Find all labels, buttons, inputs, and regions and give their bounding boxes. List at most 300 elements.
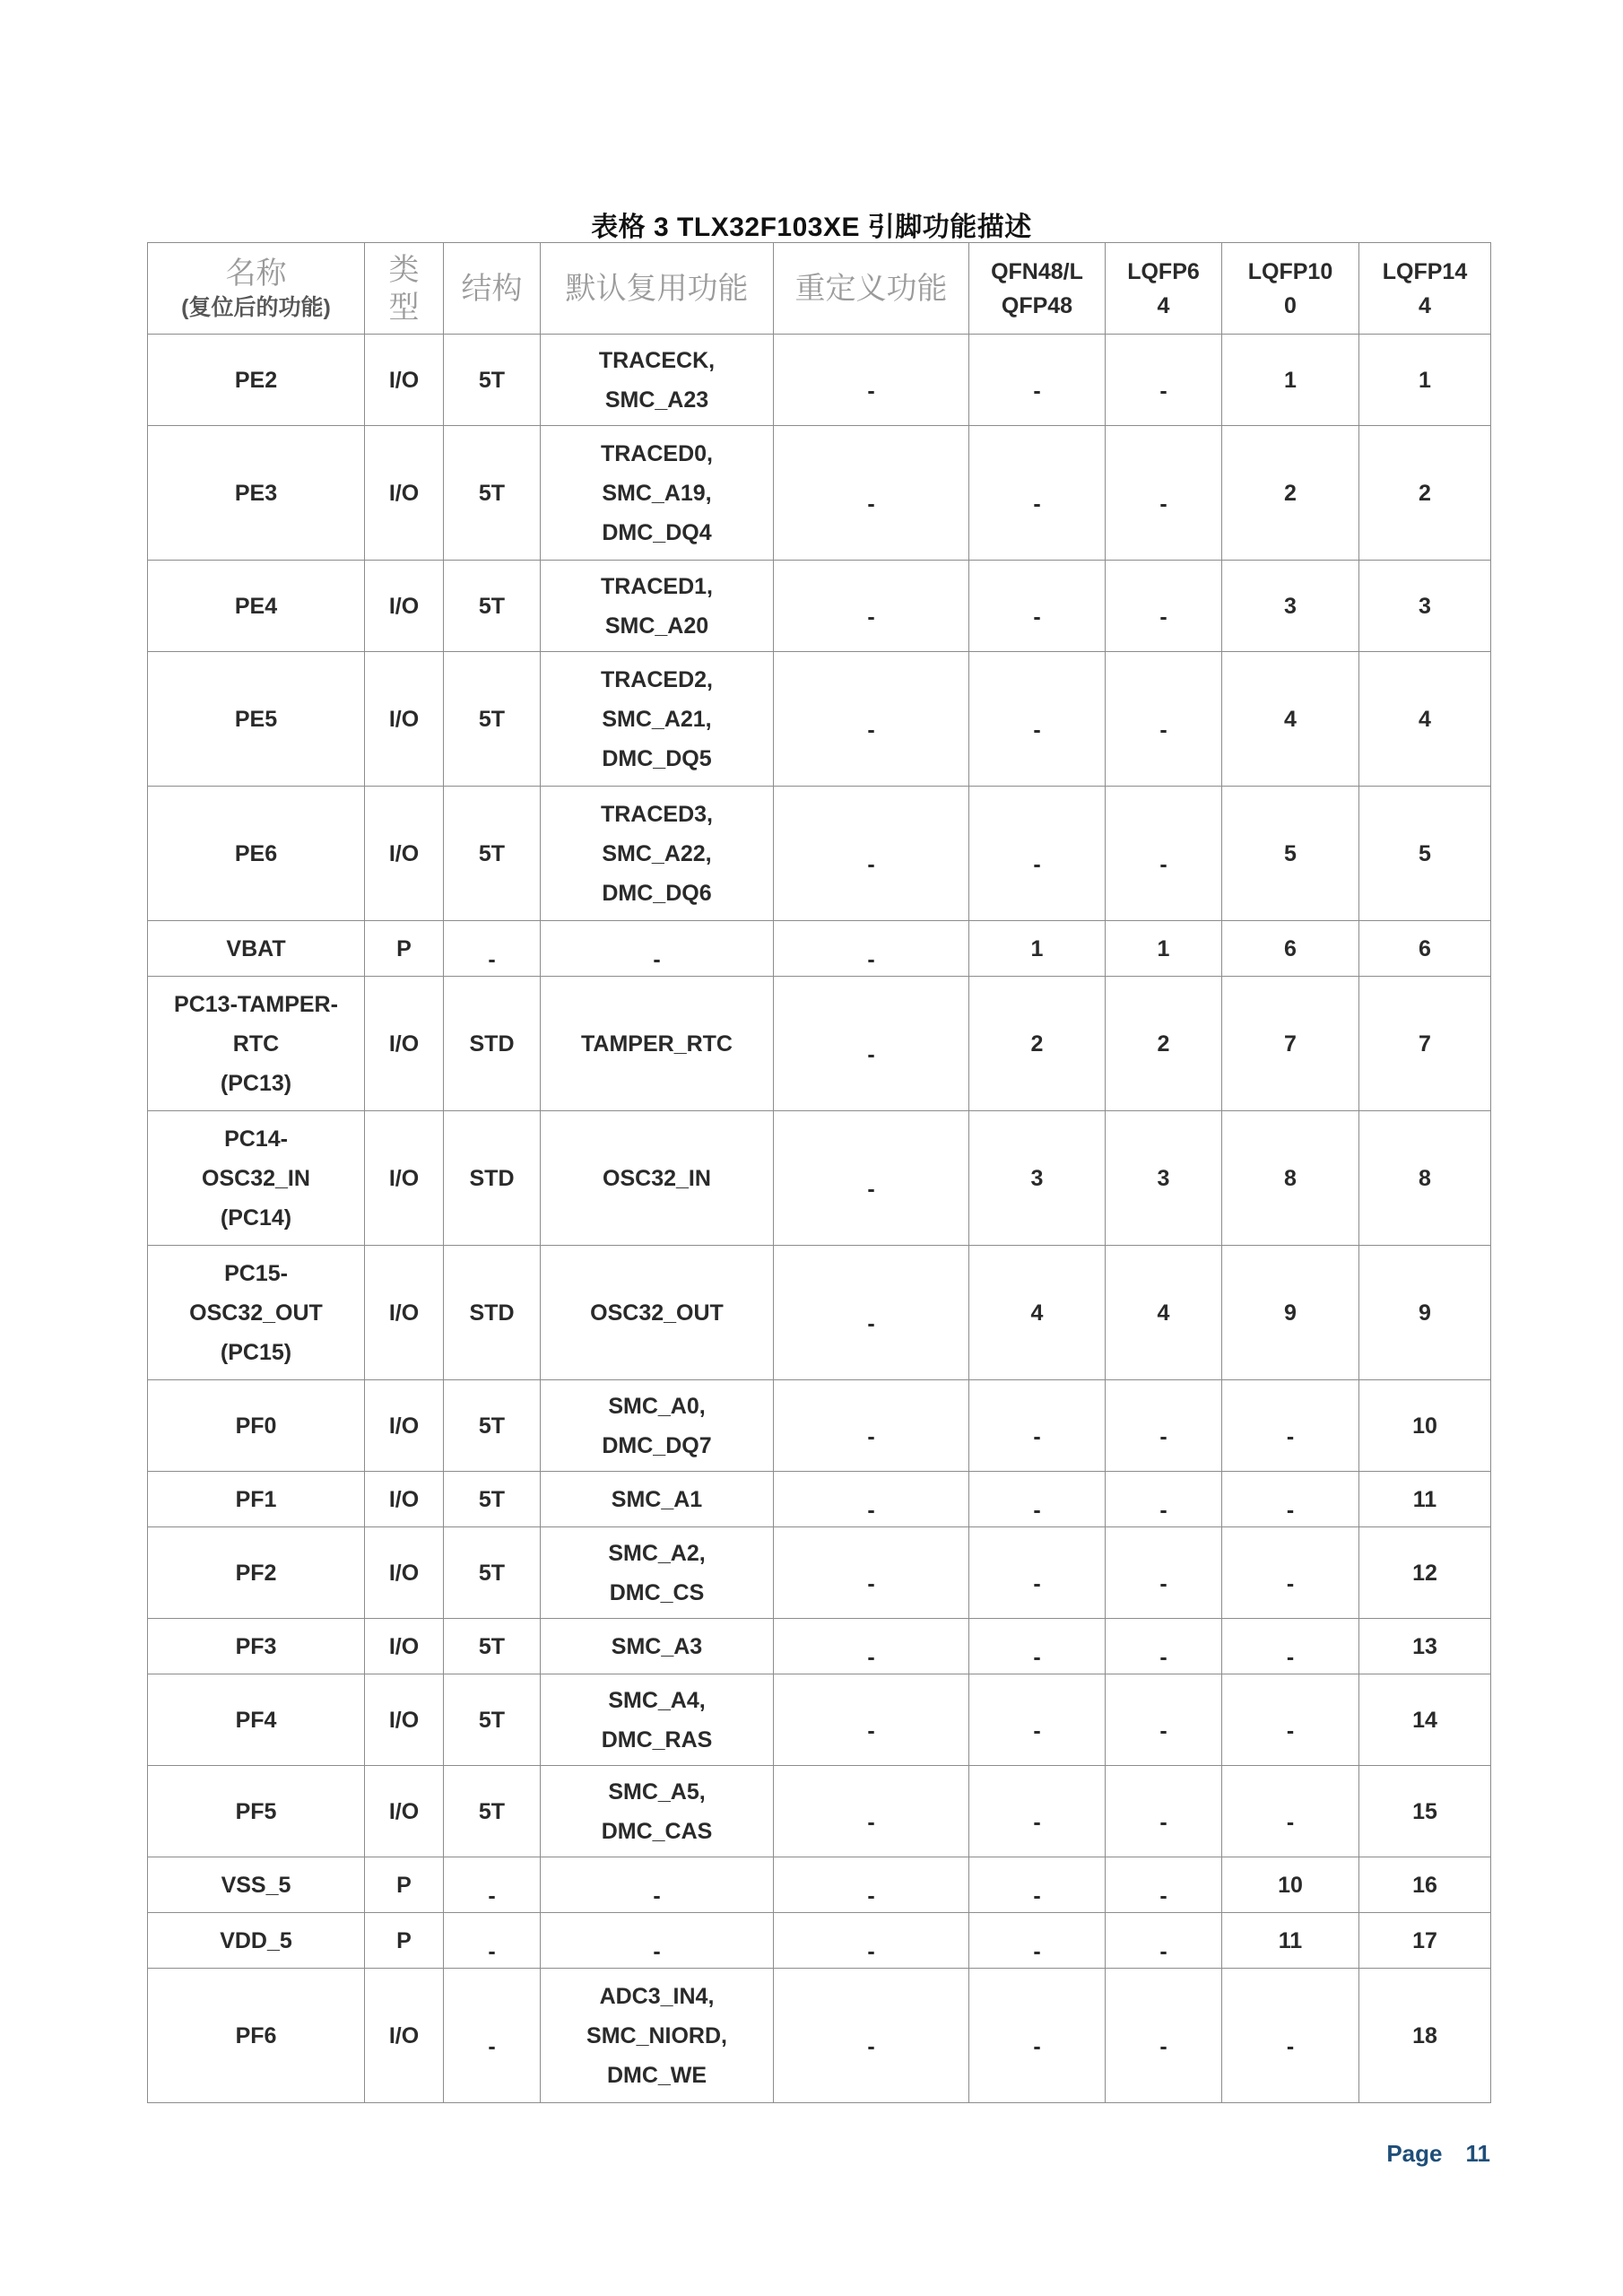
pin-qfn48-cell-value: - [1033, 851, 1041, 877]
pin-lqfp64-cell-value: - [1159, 378, 1167, 404]
pin-qfn48-cell-value: - [1033, 1423, 1041, 1449]
pin-default-af-cell-line: ADC3_IN4, [599, 1983, 715, 2009]
pin-remap-cell [774, 1472, 969, 1527]
pin-description-table [147, 242, 1491, 2103]
pin-qfn48-cell [969, 1527, 1106, 1619]
pin-structure-cell-value: 5T [478, 480, 506, 506]
pin-default-af-cell-line: TAMPER_RTC [581, 1031, 733, 1057]
pin-remap-cell-value: - [867, 1938, 875, 1964]
pin-structure-cell-value: STD [469, 1165, 515, 1191]
pin-lqfp64-cell-value: - [1159, 851, 1167, 877]
pin-default-af-cell [541, 426, 774, 561]
pin-lqfp64-cell [1106, 977, 1222, 1111]
pin-lqfp144-cell [1359, 652, 1491, 787]
pin-lqfp64-cell [1106, 1111, 1222, 1246]
pin-type-cell [365, 1913, 444, 1969]
pin-type-cell [365, 921, 444, 977]
table-row [148, 921, 1491, 977]
pin-lqfp144-cell [1359, 561, 1491, 652]
pin-remap-cell-value: - [867, 1718, 875, 1744]
pin-lqfp100-cell [1222, 1674, 1359, 1766]
pin-lqfp100-cell-value: - [1286, 1423, 1295, 1449]
pin-type-cell-value: P [396, 935, 412, 961]
table-row [148, 1969, 1491, 2103]
pin-structure-cell [444, 1913, 541, 1969]
header-lqfp144: LQFP14 4 [1359, 243, 1491, 335]
pin-name-cell-line: (PC15) [220, 1339, 292, 1365]
pin-remap-cell [774, 1527, 969, 1619]
header-lqfp100: LQFP10 0 [1222, 243, 1359, 335]
pin-name-cell-line: VBAT [226, 935, 286, 961]
table-row [148, 1619, 1491, 1674]
table-row [148, 1380, 1491, 1472]
pin-qfn48-cell-value: - [1033, 1497, 1041, 1523]
pin-default-af-cell-line: SMC_A2, [608, 1540, 706, 1566]
pin-lqfp100-cell [1222, 1766, 1359, 1857]
pin-lqfp64-cell-value: - [1159, 1423, 1167, 1449]
pin-default-af-cell-line: DMC_DQ7 [602, 1432, 712, 1458]
pin-structure-cell-value: - [488, 946, 496, 972]
pin-type-cell-value: I/O [388, 1707, 420, 1733]
pin-structure-cell [444, 787, 541, 921]
pin-default-af-cell [541, 1246, 774, 1380]
pin-name-cell-line: PE3 [234, 480, 278, 506]
pin-name-cell [148, 335, 365, 426]
pin-lqfp64-cell [1106, 335, 1222, 426]
pin-lqfp100-cell [1222, 1857, 1359, 1913]
pin-qfn48-cell [969, 1857, 1106, 1913]
header-lqfp64: LQFP6 4 [1106, 243, 1222, 335]
pin-lqfp64-cell [1106, 1674, 1222, 1766]
header-default-af: 默认复用功能 [541, 243, 774, 335]
pin-type-cell [365, 1111, 444, 1246]
pin-structure-cell-value: 5T [478, 593, 506, 619]
pin-default-af-cell-line: TRACED3, [600, 801, 713, 827]
pin-name-cell-line: (PC13) [220, 1070, 292, 1096]
table-body [148, 335, 1491, 2103]
pin-lqfp144-cell [1359, 1246, 1491, 1380]
pin-default-af-cell-line: DMC_DQ4 [602, 519, 712, 545]
pin-default-af-cell-line: DMC_WE [606, 2062, 707, 2088]
pin-structure-cell-value: - [488, 2033, 496, 2059]
pin-lqfp64-cell-value: - [1159, 604, 1167, 630]
pin-default-af-cell-line: SMC_A22, [602, 840, 712, 866]
table-row [148, 652, 1491, 787]
pin-remap-cell-value: - [867, 1423, 875, 1449]
pin-lqfp144-cell [1359, 1619, 1491, 1674]
pin-type-cell-value: I/O [388, 593, 420, 619]
pin-remap-cell [774, 1674, 969, 1766]
pin-lqfp100-cell-value: 11 [1278, 1927, 1303, 1953]
pin-lqfp144-cell-value: 12 [1412, 1560, 1437, 1586]
pin-remap-cell [774, 977, 969, 1111]
pin-lqfp64-cell [1106, 1619, 1222, 1674]
table-row [148, 1246, 1491, 1380]
pin-type-cell [365, 1380, 444, 1472]
header-type: 类 型 [365, 243, 444, 335]
pin-default-af-cell-line: OSC32_OUT [590, 1300, 724, 1326]
pin-name-cell [148, 1111, 365, 1246]
pin-default-af-cell-line: - [653, 1883, 661, 1909]
pin-default-af-cell [541, 1472, 774, 1527]
pin-lqfp100-cell-value: - [1286, 2033, 1295, 2059]
table-row [148, 1766, 1491, 1857]
pin-name-cell-line: PC13-TAMPER- [174, 991, 338, 1017]
pin-structure-cell [444, 1380, 541, 1472]
pin-default-af-cell-line: SMC_A20 [604, 613, 709, 639]
pin-name-cell [148, 1380, 365, 1472]
pin-lqfp64-cell-value: - [1159, 491, 1167, 517]
pin-qfn48-cell [969, 561, 1106, 652]
pin-name-cell-line: PF1 [235, 1486, 277, 1512]
pin-lqfp64-cell [1106, 1969, 1222, 2103]
pin-qfn48-cell-value: 1 [1030, 935, 1044, 961]
pin-default-af-cell [541, 561, 774, 652]
pin-lqfp100-cell [1222, 1527, 1359, 1619]
pin-default-af-cell-line: DMC_RAS [601, 1726, 713, 1752]
pin-lqfp144-cell-value: 16 [1412, 1872, 1437, 1898]
pin-lqfp100-cell-value: - [1286, 1570, 1295, 1596]
pin-lqfp144-cell-value: 18 [1412, 2022, 1437, 2048]
pin-default-af-cell-line: DMC_CAS [601, 1818, 713, 1844]
pin-remap-cell [774, 1766, 969, 1857]
pin-lqfp64-cell-value: - [1159, 1809, 1167, 1835]
pin-lqfp100-cell-value: 6 [1284, 935, 1297, 961]
pin-name-cell [148, 1527, 365, 1619]
pin-lqfp64-cell-value: 2 [1157, 1031, 1170, 1057]
pin-default-af-cell-line: SMC_A23 [604, 387, 709, 413]
pin-remap-cell-value: - [867, 1310, 875, 1336]
pin-lqfp64-cell [1106, 561, 1222, 652]
table-row [148, 561, 1491, 652]
pin-structure-cell-value: 5T [478, 1707, 506, 1733]
pin-qfn48-cell-value: - [1033, 1718, 1041, 1744]
pin-lqfp144-cell [1359, 1380, 1491, 1472]
pin-qfn48-cell-value: - [1033, 1883, 1041, 1909]
pin-type-cell [365, 787, 444, 921]
table-row [148, 787, 1491, 921]
pin-qfn48-cell-value: - [1033, 491, 1041, 517]
pin-lqfp64-cell-value: - [1159, 1938, 1167, 1964]
table-row [148, 1527, 1491, 1619]
pin-lqfp100-cell [1222, 787, 1359, 921]
pin-lqfp64-cell [1106, 1913, 1222, 1969]
pin-structure-cell-value: - [488, 1938, 496, 1964]
pin-structure-cell-value: 5T [478, 1413, 506, 1439]
pin-lqfp64-cell-value: - [1159, 2033, 1167, 2059]
pin-default-af-cell-line: SMC_A4, [608, 1687, 706, 1713]
pin-structure-cell [444, 426, 541, 561]
pin-structure-cell [444, 1857, 541, 1913]
pin-remap-cell-value: - [867, 378, 875, 404]
pin-default-af-cell-line: - [653, 1938, 661, 1964]
pin-type-cell [365, 561, 444, 652]
pin-lqfp64-cell [1106, 1246, 1222, 1380]
pin-lqfp144-cell [1359, 1472, 1491, 1527]
pin-qfn48-cell [969, 787, 1106, 921]
pin-lqfp144-cell [1359, 1766, 1491, 1857]
pin-lqfp64-cell [1106, 1380, 1222, 1472]
pin-remap-cell [774, 787, 969, 921]
pin-lqfp144-cell-value: 4 [1419, 706, 1431, 732]
pin-type-cell [365, 426, 444, 561]
pin-name-cell-line: VDD_5 [220, 1927, 292, 1953]
pin-remap-cell [774, 1857, 969, 1913]
pin-lqfp64-cell-value: 1 [1157, 935, 1170, 961]
table-row [148, 1674, 1491, 1766]
pin-lqfp144-cell-value: 10 [1412, 1413, 1437, 1439]
pin-name-cell [148, 1857, 365, 1913]
pin-remap-cell-value: - [867, 1176, 875, 1202]
pin-remap-cell-value: - [867, 1497, 875, 1523]
table-header-row [148, 243, 1491, 335]
header-name: 名称 (复位后的功能) [148, 243, 365, 335]
pin-structure-cell [444, 1674, 541, 1766]
pin-default-af-cell-line: SMC_A5, [608, 1779, 706, 1805]
pin-type-cell [365, 1766, 444, 1857]
pin-lqfp144-cell-value: 15 [1412, 1798, 1437, 1824]
pin-qfn48-cell [969, 921, 1106, 977]
pin-remap-cell-value: - [867, 946, 875, 972]
pin-qfn48-cell [969, 1619, 1106, 1674]
pin-qfn48-cell [969, 426, 1106, 561]
pin-lqfp144-cell-value: 17 [1412, 1927, 1437, 1953]
pin-name-cell-line: PF3 [235, 1633, 277, 1659]
header-qfn48: QFN48/L QFP48 [969, 243, 1106, 335]
pin-remap-cell [774, 1380, 969, 1472]
pin-lqfp144-cell-value: 7 [1419, 1031, 1431, 1057]
pin-lqfp144-cell [1359, 1527, 1491, 1619]
pin-type-cell-value: I/O [388, 1560, 420, 1586]
pin-lqfp64-cell [1106, 1472, 1222, 1527]
pin-lqfp144-cell [1359, 921, 1491, 977]
pin-remap-cell-value: - [867, 2033, 875, 2059]
pin-structure-cell-value: 5T [478, 1798, 506, 1824]
pin-lqfp100-cell [1222, 426, 1359, 561]
pin-qfn48-cell [969, 1913, 1106, 1969]
pin-default-af-cell-line: SMC_A19, [602, 480, 712, 506]
pin-qfn48-cell [969, 1246, 1106, 1380]
pin-remap-cell-value: - [867, 604, 875, 630]
pin-structure-cell [444, 1527, 541, 1619]
pin-type-cell [365, 1246, 444, 1380]
pin-lqfp100-cell [1222, 1246, 1359, 1380]
pin-lqfp100-cell-value: 2 [1284, 480, 1297, 506]
pin-type-cell [365, 1674, 444, 1766]
pin-lqfp144-cell-value: 14 [1412, 1707, 1437, 1733]
pin-lqfp64-cell-value: - [1159, 1718, 1167, 1744]
pin-default-af-cell [541, 787, 774, 921]
pin-name-cell-line: (PC14) [220, 1205, 292, 1231]
pin-lqfp100-cell-value: - [1286, 1718, 1295, 1744]
pin-default-af-cell-line: SMC_A1 [611, 1486, 703, 1512]
table-row [148, 426, 1491, 561]
pin-qfn48-cell [969, 1472, 1106, 1527]
pin-lqfp64-cell [1106, 1857, 1222, 1913]
pin-lqfp100-cell-value: - [1286, 1644, 1295, 1670]
pin-type-cell [365, 335, 444, 426]
pin-lqfp64-cell-value: - [1159, 1883, 1167, 1909]
pin-lqfp100-cell [1222, 1913, 1359, 1969]
pin-type-cell [365, 1969, 444, 2103]
pin-lqfp144-cell-value: 3 [1419, 593, 1431, 619]
pin-default-af-cell [541, 1857, 774, 1913]
pin-type-cell [365, 977, 444, 1111]
pin-structure-cell [444, 1246, 541, 1380]
pin-lqfp144-cell-value: 6 [1419, 935, 1431, 961]
pin-name-cell-line: PC15- [224, 1260, 288, 1286]
pin-type-cell-value: I/O [388, 1300, 420, 1326]
pin-remap-cell [774, 1246, 969, 1380]
pin-remap-cell [774, 335, 969, 426]
pin-name-cell-line: PF4 [235, 1707, 277, 1733]
pin-type-cell-value: I/O [388, 367, 420, 393]
pin-default-af-cell-line: TRACED1, [600, 573, 713, 599]
pin-default-af-cell [541, 652, 774, 787]
pin-remap-cell [774, 426, 969, 561]
pin-structure-cell-value: 5T [478, 706, 506, 732]
pin-type-cell [365, 1472, 444, 1527]
pin-default-af-cell-line: DMC_DQ5 [602, 745, 712, 771]
pin-remap-cell-value: - [867, 1644, 875, 1670]
pin-name-cell-line: PE4 [234, 593, 278, 619]
pin-lqfp64-cell-value: - [1159, 1570, 1167, 1596]
pin-lqfp144-cell [1359, 335, 1491, 426]
pin-remap-cell-value: - [867, 1809, 875, 1835]
pin-lqfp144-cell [1359, 1111, 1491, 1246]
pin-lqfp144-cell-value: 8 [1419, 1165, 1431, 1191]
pin-lqfp144-cell-value: 13 [1412, 1633, 1437, 1659]
pin-structure-cell-value: STD [469, 1300, 515, 1326]
pin-name-cell [148, 1472, 365, 1527]
pin-name-cell-line: PF2 [235, 1560, 277, 1586]
pin-remap-cell-value: - [867, 1570, 875, 1596]
pin-name-cell-line: PF5 [235, 1798, 277, 1824]
pin-remap-cell [774, 1969, 969, 2103]
pin-structure-cell [444, 1766, 541, 1857]
pin-lqfp144-cell [1359, 1857, 1491, 1913]
pin-qfn48-cell-value: - [1033, 717, 1041, 743]
pin-lqfp100-cell [1222, 1969, 1359, 2103]
pin-name-cell [148, 787, 365, 921]
pin-name-cell [148, 1969, 365, 2103]
table-row [148, 1913, 1491, 1969]
pin-structure-cell-value: 5T [478, 840, 506, 866]
pin-default-af-cell-line: SMC_A21, [602, 706, 712, 732]
pin-type-cell [365, 1527, 444, 1619]
pin-remap-cell-value: - [867, 717, 875, 743]
pin-qfn48-cell-value: - [1033, 1809, 1041, 1835]
pin-type-cell-value: I/O [388, 1486, 420, 1512]
pin-default-af-cell-line: - [653, 946, 661, 972]
pin-remap-cell-value: - [867, 1883, 875, 1909]
pin-lqfp64-cell [1106, 426, 1222, 561]
pin-lqfp64-cell-value: - [1159, 717, 1167, 743]
pin-name-cell [148, 1766, 365, 1857]
pin-lqfp64-cell [1106, 1527, 1222, 1619]
pin-structure-cell [444, 335, 541, 426]
pin-default-af-cell [541, 335, 774, 426]
pin-qfn48-cell [969, 1969, 1106, 2103]
pin-lqfp100-cell [1222, 652, 1359, 787]
table-row [148, 1111, 1491, 1246]
pin-qfn48-cell [969, 977, 1106, 1111]
pin-type-cell [365, 1619, 444, 1674]
pin-qfn48-cell-value: - [1033, 2033, 1041, 2059]
pin-lqfp100-cell [1222, 921, 1359, 977]
pin-type-cell-value: I/O [388, 1031, 420, 1057]
table-row [148, 1472, 1491, 1527]
pin-type-cell-value: P [396, 1927, 412, 1953]
pin-lqfp64-cell [1106, 652, 1222, 787]
pin-qfn48-cell [969, 652, 1106, 787]
pin-lqfp144-cell-value: 2 [1419, 480, 1431, 506]
pin-lqfp64-cell [1106, 1766, 1222, 1857]
pin-lqfp100-cell-value: 7 [1284, 1031, 1297, 1057]
pin-name-cell-line: OSC32_IN [202, 1165, 310, 1191]
pin-default-af-cell-line: SMC_A3 [611, 1633, 703, 1659]
pin-lqfp100-cell-value: 1 [1284, 367, 1297, 393]
pin-structure-cell-value: 5T [478, 367, 506, 393]
pin-remap-cell-value: - [867, 491, 875, 517]
pin-structure-cell-value: 5T [478, 1633, 506, 1659]
pin-lqfp100-cell [1222, 335, 1359, 426]
pin-lqfp100-cell [1222, 977, 1359, 1111]
pin-default-af-cell [541, 921, 774, 977]
pin-remap-cell-value: - [867, 851, 875, 877]
pin-structure-cell [444, 921, 541, 977]
header-remap: 重定义功能 [774, 243, 969, 335]
pin-default-af-cell [541, 1913, 774, 1969]
pin-name-cell [148, 1619, 365, 1674]
pin-lqfp100-cell-value: 3 [1284, 593, 1297, 619]
pin-type-cell [365, 1857, 444, 1913]
pin-remap-cell [774, 1913, 969, 1969]
pin-structure-cell [444, 652, 541, 787]
pin-qfn48-cell-value: - [1033, 378, 1041, 404]
pin-structure-cell-value: 5T [478, 1486, 506, 1512]
pin-default-af-cell-line: TRACED0, [600, 440, 713, 466]
pin-lqfp64-cell-value: 3 [1157, 1165, 1170, 1191]
pin-type-cell-value: P [396, 1872, 412, 1898]
page-number: 11 [1465, 2140, 1490, 2167]
pin-name-cell [148, 1246, 365, 1380]
pin-name-cell [148, 561, 365, 652]
pin-structure-cell [444, 1969, 541, 2103]
pin-structure-cell [444, 1472, 541, 1527]
pin-type-cell-value: I/O [388, 1165, 420, 1191]
pin-remap-cell [774, 652, 969, 787]
pin-lqfp144-cell [1359, 977, 1491, 1111]
pin-type-cell-value: I/O [388, 2022, 420, 2048]
pin-lqfp100-cell-value: 5 [1284, 840, 1297, 866]
pin-name-cell [148, 426, 365, 561]
pin-default-af-cell [541, 1111, 774, 1246]
pin-qfn48-cell-value: 2 [1030, 1031, 1044, 1057]
pin-lqfp64-cell-value: - [1159, 1497, 1167, 1523]
pin-name-cell-line: RTC [232, 1031, 280, 1057]
pin-name-cell-line: PE6 [234, 840, 278, 866]
pin-lqfp100-cell [1222, 1619, 1359, 1674]
page-footer [1363, 2140, 1490, 2168]
pin-lqfp144-cell [1359, 426, 1491, 561]
pin-lqfp100-cell [1222, 1380, 1359, 1472]
pin-default-af-cell-line: DMC_DQ6 [602, 880, 712, 906]
pin-structure-cell-value: STD [469, 1031, 515, 1057]
pin-structure-cell [444, 1111, 541, 1246]
pin-qfn48-cell [969, 1766, 1106, 1857]
pin-default-af-cell [541, 1619, 774, 1674]
